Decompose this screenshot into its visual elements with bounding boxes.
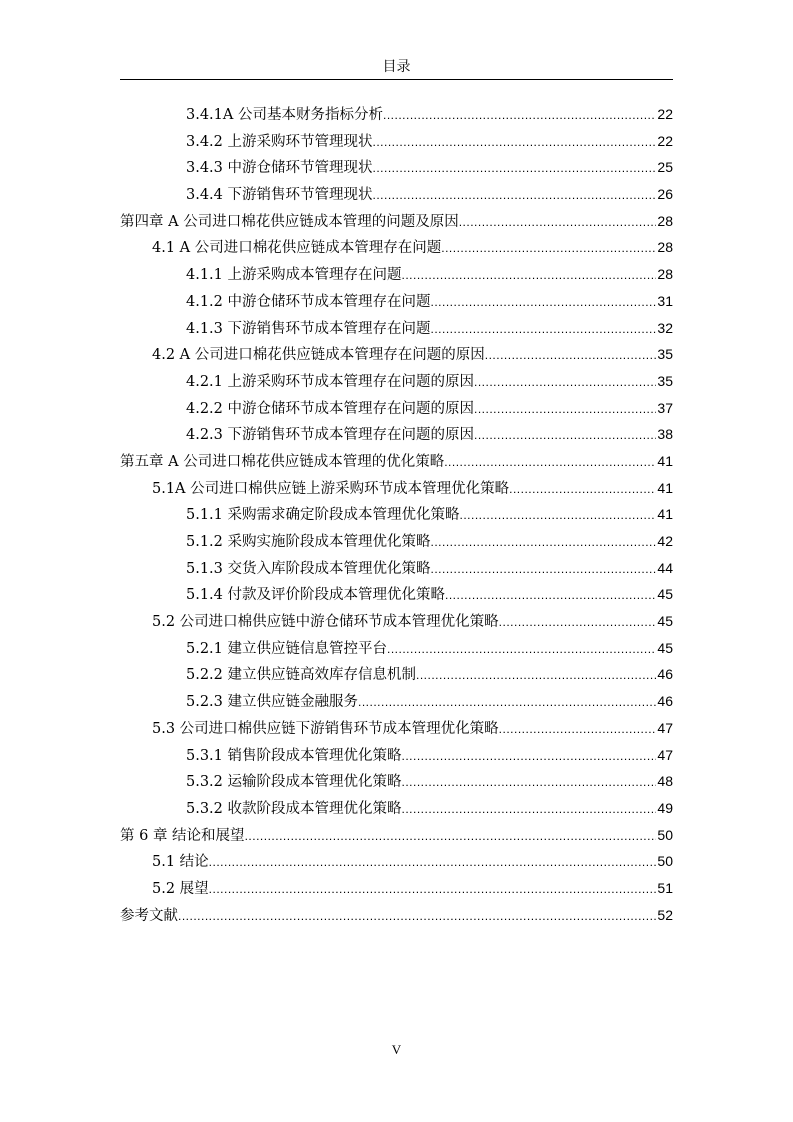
toc-entry-title: 5.1.2 采购实施阶段成本管理优化策略	[186, 534, 431, 550]
toc-entry-title: 5.3.2 收款阶段成本管理优化策略	[186, 800, 402, 817]
toc-entry[interactable]	[120, 234, 673, 261]
dot-leader	[402, 743, 657, 770]
dot-leader	[178, 903, 656, 930]
toc-entry-title: 3.4.2 上游采购环节管理现状	[186, 133, 373, 150]
toc-entry[interactable]	[120, 635, 673, 662]
toc-entry-title: 5.1A 公司进口棉供应链上游采购环节成本管理优化策略	[152, 480, 510, 497]
dot-leader	[444, 449, 656, 476]
dot-leader	[431, 289, 657, 316]
toc-entry-page-number: 44	[657, 559, 673, 576]
toc-entry-page-number: 35	[657, 346, 673, 363]
toc-entry[interactable]	[120, 154, 673, 181]
table-of-contents	[120, 101, 673, 928]
dot-leader	[474, 369, 656, 396]
toc-entry-page-number: 41	[657, 506, 673, 523]
toc-entry[interactable]	[120, 688, 673, 715]
toc-entry[interactable]	[120, 341, 673, 368]
toc-entry-page-number: 22	[657, 132, 673, 149]
toc-entry-title: 4.1 A 公司进口棉花供应链成本管理存在问题	[152, 240, 442, 257]
dot-leader	[431, 529, 657, 556]
toc-entry[interactable]	[120, 475, 673, 502]
toc-entry-title: 5.2.1 建立供应链信息管控平台	[186, 640, 388, 657]
dot-leader	[431, 556, 657, 583]
toc-entry-page-number: 50	[657, 853, 673, 870]
toc-entry-title: 5.2 公司进口棉供应链中游仓储环节成本管理优化策略	[152, 614, 499, 631]
page-number: V	[391, 1042, 402, 1057]
toc-entry[interactable]	[120, 261, 673, 288]
dot-leader	[474, 422, 656, 449]
dot-leader	[445, 582, 656, 609]
toc-entry-page-number: 25	[657, 159, 673, 176]
dot-leader	[509, 476, 656, 503]
toc-entry-page-number: 38	[657, 426, 673, 443]
toc-entry-title: 第五章 A 公司进口棉花供应链成本管理的优化策略	[120, 453, 445, 470]
dot-leader	[373, 129, 657, 156]
toc-entry[interactable]	[120, 208, 673, 235]
dot-leader	[474, 396, 656, 423]
dot-leader	[402, 796, 657, 823]
toc-entry-page-number: 26	[657, 186, 673, 203]
toc-entry[interactable]	[120, 848, 673, 875]
toc-entry-title: 第四章 A 公司进口棉花供应链成本管理的问题及原因	[120, 213, 459, 230]
dot-leader	[358, 689, 656, 716]
page-header-title: 目录	[382, 59, 411, 75]
toc-entry[interactable]	[120, 128, 673, 155]
toc-entry-page-number: 47	[657, 719, 673, 736]
toc-entry-title: 5.1.3 交货入库阶段成本管理优化策略	[186, 560, 431, 577]
dot-leader	[499, 609, 657, 636]
toc-entry[interactable]	[120, 875, 673, 902]
toc-entry[interactable]	[120, 288, 673, 315]
toc-entry-page-number: 49	[657, 799, 673, 816]
dot-leader	[373, 182, 657, 209]
toc-entry-title: 4.1.1 上游采购成本管理存在问题	[186, 267, 402, 284]
toc-entry-page-number: 46	[657, 693, 673, 710]
toc-entry-title: 5.3.2 运输阶段成本管理优化策略	[186, 774, 402, 791]
toc-entry-title: 第 6 章 结论和展望	[120, 827, 245, 844]
dot-leader	[209, 849, 657, 876]
toc-entry-title: 5.2 展望	[152, 880, 209, 897]
toc-entry-page-number: 41	[657, 479, 673, 496]
toc-entry-page-number: 45	[657, 613, 673, 630]
toc-entry[interactable]	[120, 555, 673, 582]
toc-entry[interactable]	[120, 395, 673, 422]
toc-entry-page-number: 52	[657, 906, 673, 923]
header-divider	[120, 79, 673, 80]
dot-leader	[373, 155, 657, 182]
toc-entry[interactable]	[120, 715, 673, 742]
toc-entry[interactable]	[120, 742, 673, 769]
toc-entry-page-number: 35	[657, 372, 673, 389]
toc-entry-page-number: 48	[657, 773, 673, 790]
toc-entry[interactable]	[120, 315, 673, 342]
toc-entry-page-number: 51	[657, 879, 673, 896]
toc-entry-title: 参考文献	[120, 907, 178, 924]
toc-entry[interactable]	[120, 902, 673, 929]
dot-leader	[402, 769, 657, 796]
dot-leader	[245, 823, 657, 850]
toc-entry-title: 5.1 结论	[152, 854, 209, 871]
toc-entry-title: 5.3.1 销售阶段成本管理优化策略	[186, 747, 402, 764]
toc-entry-title: 4.1.3 下游销售环节成本管理存在问题	[186, 320, 431, 337]
dot-leader	[416, 662, 656, 689]
toc-entry-page-number: 22	[657, 106, 673, 122]
toc-entry-page-number: 45	[657, 639, 673, 656]
toc-entry[interactable]	[120, 795, 673, 822]
toc-entry[interactable]	[120, 181, 673, 208]
dot-leader	[460, 502, 657, 529]
toc-entry-title: 3.4.1A 公司基本财务指标分析	[186, 107, 383, 123]
dot-leader	[383, 102, 656, 129]
toc-entry-title: 4.2.3 下游销售环节成本管理存在问题的原因	[186, 427, 475, 444]
dot-leader	[441, 235, 656, 262]
toc-entry-page-number: 28	[657, 212, 673, 229]
toc-entry-page-number: 50	[657, 826, 673, 843]
toc-entry-title: 5.2.3 建立供应链金融服务	[186, 694, 359, 711]
toc-entry-title: 3.4.3 中游仓储环节管理现状	[186, 160, 373, 177]
toc-entry-page-number: 28	[657, 239, 673, 256]
toc-entry-title: 4.2.1 上游采购环节成本管理存在问题的原因	[186, 373, 475, 390]
toc-entry-page-number: 46	[657, 666, 673, 683]
toc-entry-page-number: 28	[657, 266, 673, 283]
toc-entry-title: 3.4.4 下游销售环节管理现状	[186, 187, 373, 204]
toc-entry[interactable]	[120, 528, 673, 555]
toc-entry[interactable]	[120, 421, 673, 448]
toc-entry[interactable]	[120, 822, 673, 849]
toc-entry-page-number: 47	[657, 746, 673, 763]
toc-entry-title: 4.2 A 公司进口棉花供应链成本管理存在问题的原因	[152, 347, 485, 364]
toc-entry-page-number: 42	[657, 533, 673, 549]
toc-entry[interactable]	[120, 608, 673, 635]
dot-leader	[485, 342, 657, 369]
toc-entry-title: 4.2.2 中游仓储环节成本管理存在问题的原因	[186, 400, 475, 417]
toc-entry-page-number: 45	[657, 586, 673, 603]
toc-entry-title: 5.1.4 付款及评价阶段成本管理优化策略	[186, 587, 446, 604]
toc-entry[interactable]	[120, 101, 673, 128]
toc-entry-page-number: 37	[657, 399, 673, 416]
toc-entry[interactable]	[120, 768, 673, 795]
dot-leader	[431, 316, 657, 343]
toc-entry-title: 4.1.2 中游仓储环节成本管理存在问题	[186, 293, 431, 310]
toc-entry[interactable]	[120, 448, 673, 475]
toc-entry[interactable]	[120, 368, 673, 395]
dot-leader	[459, 209, 657, 236]
toc-entry-title: 5.3 公司进口棉供应链下游销售环节成本管理优化策略	[152, 720, 499, 737]
dot-leader	[387, 636, 656, 663]
dot-leader	[499, 716, 657, 743]
toc-entry-page-number: 31	[657, 292, 673, 309]
toc-entry[interactable]	[120, 661, 673, 688]
toc-entry-title: 5.1.1 采购需求确定阶段成本管理优化策略	[186, 507, 460, 524]
toc-entry[interactable]	[120, 581, 673, 608]
dot-leader	[402, 262, 657, 289]
dot-leader	[209, 876, 657, 903]
toc-entry-page-number: 41	[657, 452, 673, 469]
toc-entry-page-number: 32	[657, 319, 673, 336]
toc-entry-title: 5.2.2 建立供应链高效库存信息机制	[186, 667, 417, 684]
toc-entry[interactable]	[120, 501, 673, 528]
